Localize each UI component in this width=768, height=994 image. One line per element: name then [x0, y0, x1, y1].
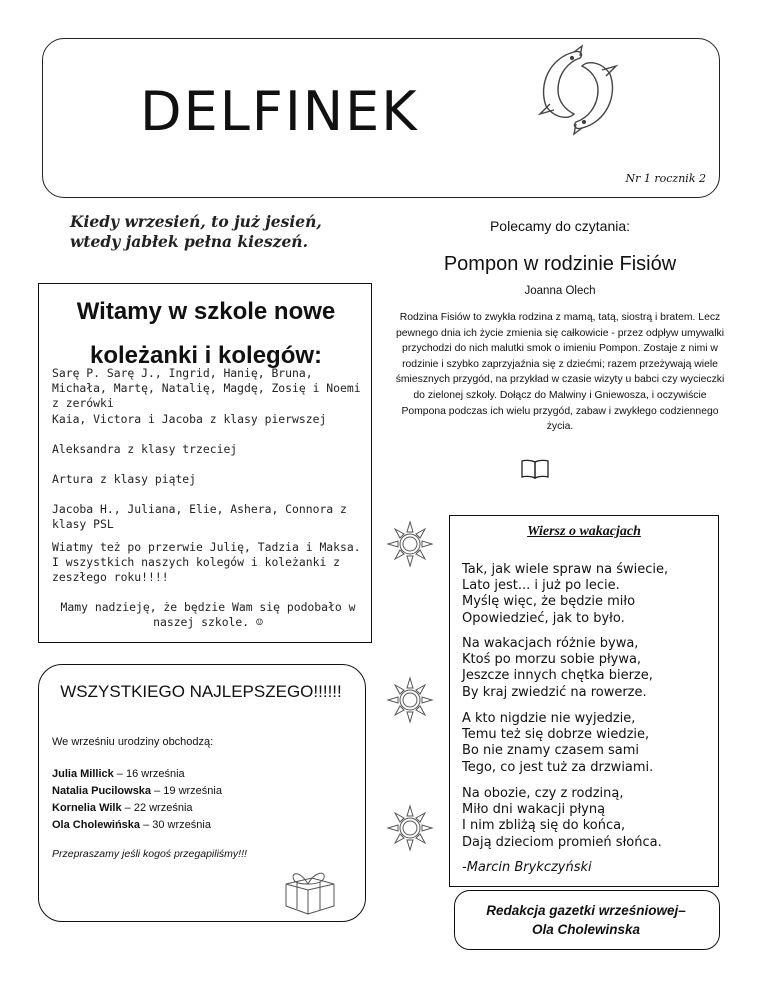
welcome-item: Artura z klasy piątej [52, 472, 197, 486]
poem-line: Myślę więc, że będzie miło [462, 594, 636, 610]
open-book-icon [520, 458, 550, 480]
poem-line: Temu też się dobrze wiedzie, [462, 727, 650, 743]
welcome-item: Wiatmy też po przerwie Julię, Tadzia i Maksa. I wszystkich naszych kolegów i koleżanki z zeszłego roku!!!! [52, 540, 361, 584]
poem-line: A kto nigdzie nie wyjedzie, [462, 711, 636, 726]
recommendation-heading: Polecamy do czytania: [489, 218, 631, 234]
poem-stanza [462, 562, 668, 627]
birthday-date: – 16 września [113, 768, 185, 780]
birthday-entry [52, 817, 222, 834]
book-synopsis: Rodzina Fisiów to zwykła rodzina z mamą, tatą, siostrą i bratem. Lecz pewnego dnia ich życie zmienia się całkowicie - przez odpływ umywalki przychodzi do nich malutki smok o imieniu Pompon. Zostaje z nimi w rodzinie i szybko zaprzyjaźnia się z dziećmi; razem przeżywają wiele śmiesznych przygód, na przykład w czasie wizyty u babci czy wycieczki do zielonej szkoły. Dołącz do Malwiny i Gniewosza, i oczywiście Pompona podczas ich wielu przygód, zabaw i zwykłego codziennego życia. [395, 312, 725, 433]
proverb [70, 212, 322, 252]
birthday-title: WSZYSTKIEGO NAJLEPSZEGO!!!!!! [60, 682, 342, 701]
poem-line: Miło dni wakacji płyną [462, 802, 606, 818]
sun-icon [386, 804, 434, 852]
poem-line: Tak, jak wiele spraw na świecie, [462, 562, 669, 577]
poem-stanza [462, 711, 653, 776]
birthday-name: Natalia Pucilowska [52, 785, 152, 797]
poem-stanza [462, 786, 662, 851]
poem-title: Wiersz o wakacjach [527, 524, 641, 539]
birthday-date: – 19 września [151, 785, 222, 797]
poem-line: Dają dzieciom promień słońca. [462, 834, 662, 850]
poem-line: Na obozie, czy z rodziną, [462, 786, 624, 801]
credits-line: Redakcja gazetki wrześniowej– [486, 903, 686, 918]
sun-icon [386, 676, 434, 724]
proverb-line: Kiedy wrzesień, to już jesień, [70, 212, 322, 231]
gift-icon [272, 862, 346, 916]
birthday-name: Julia Millick [52, 768, 114, 780]
poem-line: Bo nie znamy czasem sami [462, 743, 640, 759]
birthday-intro: We wrześniu urodziny obchodzą: [52, 736, 214, 748]
birthday-entry [52, 800, 222, 817]
welcome-item: Kaia, Victora i Jacoba z klasy pierwszej [52, 412, 327, 426]
credits-line: Ola Cholewinska [531, 922, 641, 937]
sun-icon [386, 520, 434, 568]
birthday-entry [52, 766, 222, 783]
poem-line: Na wakacjach różnie bywa, [462, 636, 639, 651]
poem-line: Lato jest... i już po lecie. [462, 578, 620, 594]
dolphins-icon [528, 44, 628, 136]
welcome-title [38, 290, 374, 378]
credits [454, 901, 718, 939]
masthead-title: DELFINEK [140, 80, 419, 143]
poem-line: Tego, co jest tuż za drzwiami. [462, 759, 654, 775]
welcome-title-line: Witamy w szkole nowe [76, 298, 336, 325]
birthday-name: Ola Cholewińska [52, 819, 141, 831]
proverb-line: wtedy jabłek pełna kieszeń. [70, 232, 308, 251]
poem-stanza [462, 636, 653, 701]
issue-number: Nr 1 rocznik 2 [625, 172, 706, 185]
poem-line: By kraj zwiedzić na rowerze. [462, 684, 647, 700]
poem-line: I nim zbliżą się do końca, [462, 818, 626, 834]
book-title: Pompon w rodzinie Fisiów [443, 253, 677, 275]
birthday-list [52, 766, 222, 834]
welcome-item: Aleksandra z klasy trzeciej [52, 442, 238, 456]
welcome-item: Sarę P. Sarę J., Ingrid, Hanię, Bruna, Michała, Martę, Natalię, Magdę, Zosię i Noemi z zerówki [52, 366, 361, 410]
birthday-name: Kornelia Wilk [52, 802, 122, 814]
poem-line: Jeszcze innych chętka bierze, [462, 668, 653, 684]
welcome-item: Jacoba H., Juliana, Elie, Ashera, Connora z klasy PSL [52, 502, 347, 531]
welcome-title-line: koleżanki i kolegów: [89, 342, 323, 369]
welcome-closing: Mamy nadzieję, że będzie Wam się podobało w naszej szkole. ☺ [60, 600, 356, 629]
birthday-apology: Przepraszamy jeśli kogoś przegapiliśmy!!! [52, 848, 247, 860]
poem-signature: -Marcin Brykczyński [462, 860, 592, 875]
poem-line: Ktoś po morzu sobie pływa, [462, 652, 642, 668]
book-author: Joanna Olech [524, 285, 596, 297]
poem-line: Opowiedzieć, jak to było. [462, 610, 625, 626]
birthday-entry [52, 783, 222, 800]
birthday-date: – 30 września [140, 819, 211, 831]
birthday-date: – 22 września [121, 802, 193, 814]
